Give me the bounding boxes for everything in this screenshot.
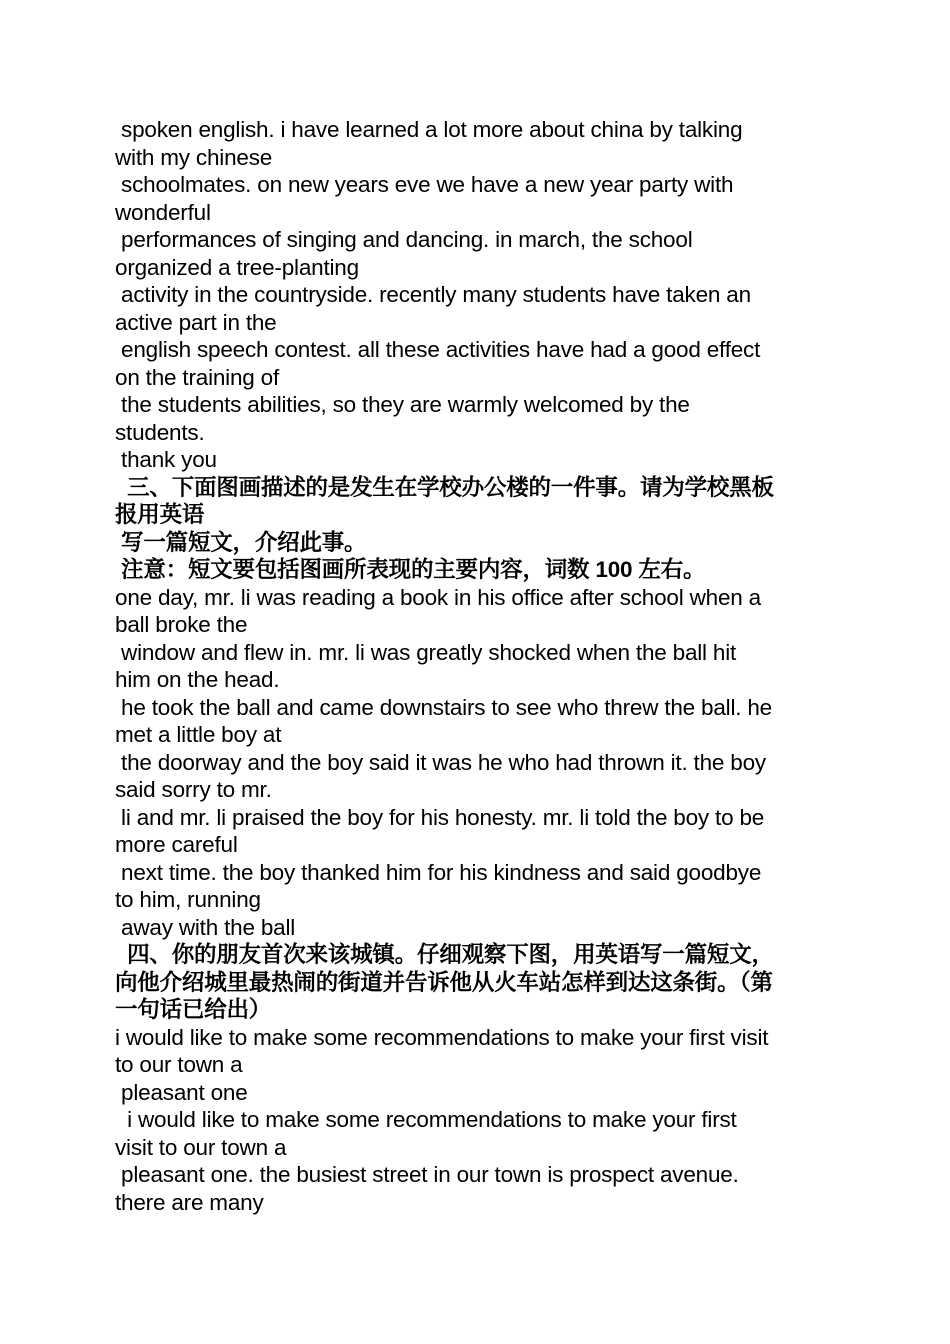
text-line: spoken english. i have learned a lot more about china by talking — [115, 117, 743, 142]
section-heading-4-cont: 一句话已给出） — [115, 997, 272, 1022]
section-instruction: 写一篇短文，介绍此事。 — [115, 529, 367, 555]
text-line: said sorry to mr. — [115, 777, 272, 802]
text-line: ball broke the — [115, 612, 248, 637]
text-line: active part in the — [115, 309, 277, 335]
text-line: there are many — [115, 1189, 264, 1215]
section-heading-3: 三、下面图画描述的是发生在学校办公楼的一件事。请为学校黑板 — [115, 474, 774, 500]
section-heading-3-cont: 报用英语 — [115, 502, 205, 527]
text-line: organized a tree-planting — [115, 254, 359, 280]
text-line: to him, running — [115, 887, 261, 912]
text-line: i would like to make some recommendations to make your first — [115, 1107, 737, 1132]
text-line: one day, mr. li was reading a book in his office after school when a — [115, 584, 761, 610]
section-heading-4: 四、你的朋友首次来该城镇。仔细观察下图，用英语写一篇短文， — [115, 942, 774, 967]
text-line: with my chinese — [115, 144, 273, 170]
text-line: met a little boy at — [115, 722, 282, 747]
text-line: thank you — [115, 447, 217, 472]
text-line: next time. the boy thanked him for his kindness and said goodbye — [115, 859, 762, 885]
text-line: the students abilities, so they are warmly welcomed by the — [115, 392, 690, 417]
text-line: english speech contest. all these activities have had a good effect — [115, 337, 761, 362]
text-line: to our town a — [115, 1052, 243, 1077]
text-line: he took the ball and came downstairs to see who threw the ball. he — [115, 694, 772, 720]
text-line: performances of singing and dancing. in march, the school — [115, 227, 693, 252]
text-line: students. — [115, 419, 205, 445]
text-line: pleasant one — [115, 1079, 248, 1105]
text-line: visit to our town a — [115, 1134, 287, 1160]
text-line: the doorway and the boy said it was he who had thrown it. the boy — [115, 749, 766, 775]
text-line: more careful — [115, 832, 238, 857]
section-note: 注意：短文要包括图画所表现的主要内容，词数 100 左右。 — [115, 557, 706, 582]
text-line: him on the head. — [115, 667, 280, 692]
text-line: activity in the countryside. recently many students have taken an — [115, 282, 751, 307]
text-line: wonderful — [115, 199, 211, 225]
section-heading-4-cont: 向他介绍城里最热闹的街道并告诉他从火车站怎样到达这条街。（第 — [115, 969, 773, 995]
text-line: i would like to make some recommendations to make your first visit — [115, 1024, 769, 1050]
text-line: on the training of — [115, 364, 280, 390]
text-line: pleasant one. the busiest street in our town is prospect avenue. — [115, 1162, 739, 1187]
text-line: schoolmates. on new years eve we have a new year party with — [115, 172, 734, 197]
text-line: window and flew in. mr. li was greatly shocked when the ball hit — [115, 639, 737, 665]
document-body — [115, 116, 845, 1216]
text-line: li and mr. li praised the boy for his honesty. mr. li told the boy to be — [115, 804, 765, 830]
text-line: away with the ball — [115, 914, 296, 940]
